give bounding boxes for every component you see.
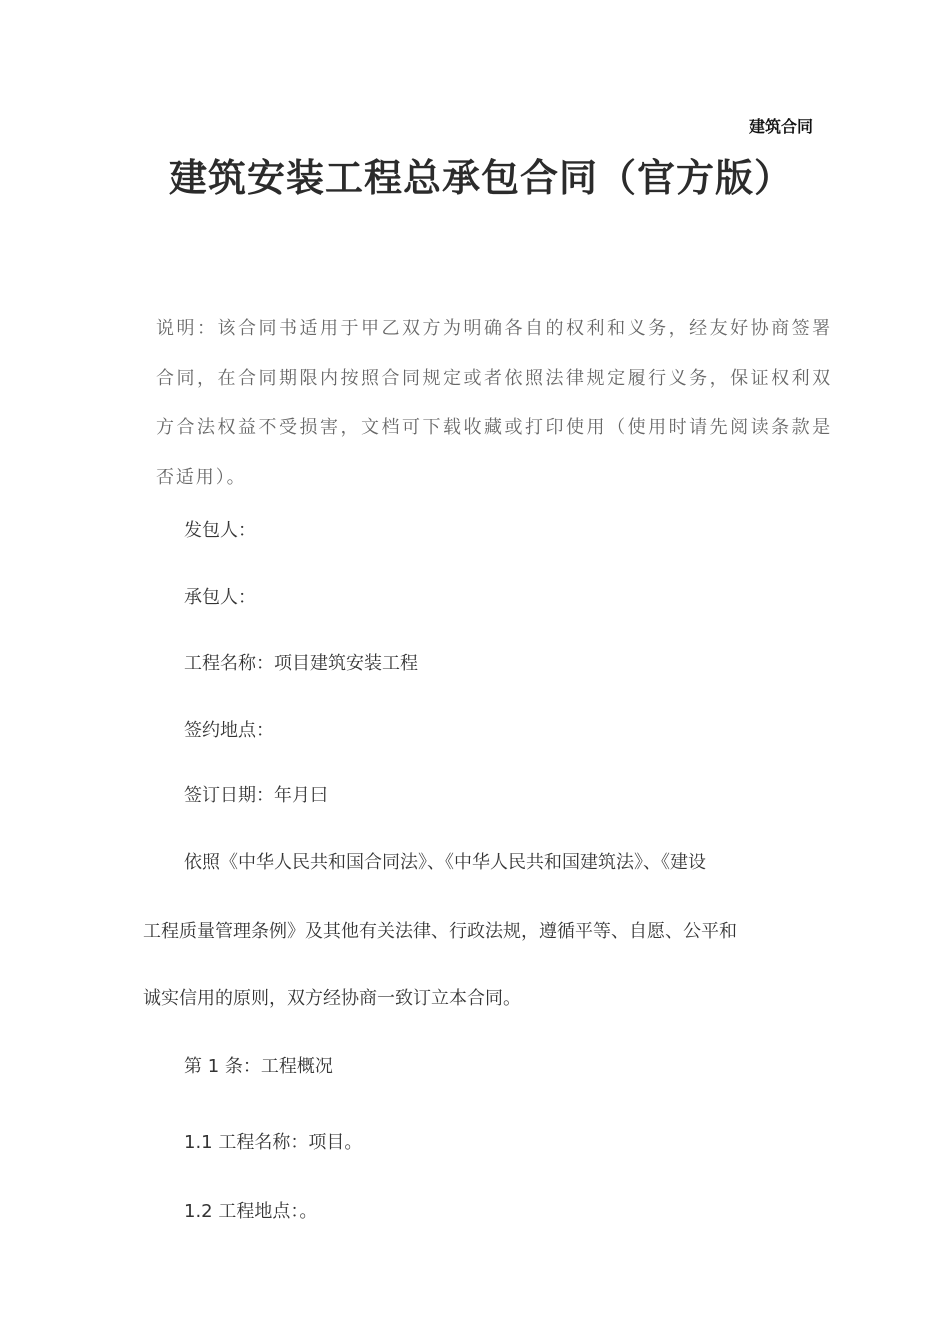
preamble-line-2: 工程质量管理条例》及其他有关法律、行政法规，遵循平等、自愿、公平和 bbox=[143, 921, 737, 942]
field-signing-date: 签订日期：年月曰 bbox=[184, 785, 328, 806]
preamble-line-1: 依照《中华人民共和国合同法》、《中华人民共和国建筑法》、《建设 bbox=[184, 852, 706, 873]
document-title: 建筑安装工程总承包合同（官方版） bbox=[169, 156, 794, 200]
field-contractor: 承包人： bbox=[184, 587, 256, 608]
field-employer: 发包人： bbox=[184, 520, 256, 541]
preamble-line-3: 诚实信用的原则，双方经协商一致订立本合同。 bbox=[143, 988, 521, 1009]
field-signing-place: 签约地点： bbox=[184, 720, 274, 741]
header-category-tag: 建筑合同 bbox=[748, 117, 813, 136]
article-1-item-2: 1.2 工程地点：。 bbox=[184, 1201, 318, 1222]
field-project-name: 工程名称：项目建筑安装工程 bbox=[184, 653, 418, 674]
article-1-item-1: 1.1 工程名称：项目。 bbox=[184, 1132, 363, 1153]
article-1-heading: 第 1 条：工程概况 bbox=[184, 1056, 333, 1077]
intro-description: 说明：该合同书适用于甲乙双方为明确各自的权利和义务，经友好协商签署合同，在合同期限内按照合同规定或者依照法律规定履行义务，保证权利双方合法权益不受损害，文档可下载收藏或打印使用（使用时请先阅读条款是否适用）。 bbox=[156, 318, 832, 488]
